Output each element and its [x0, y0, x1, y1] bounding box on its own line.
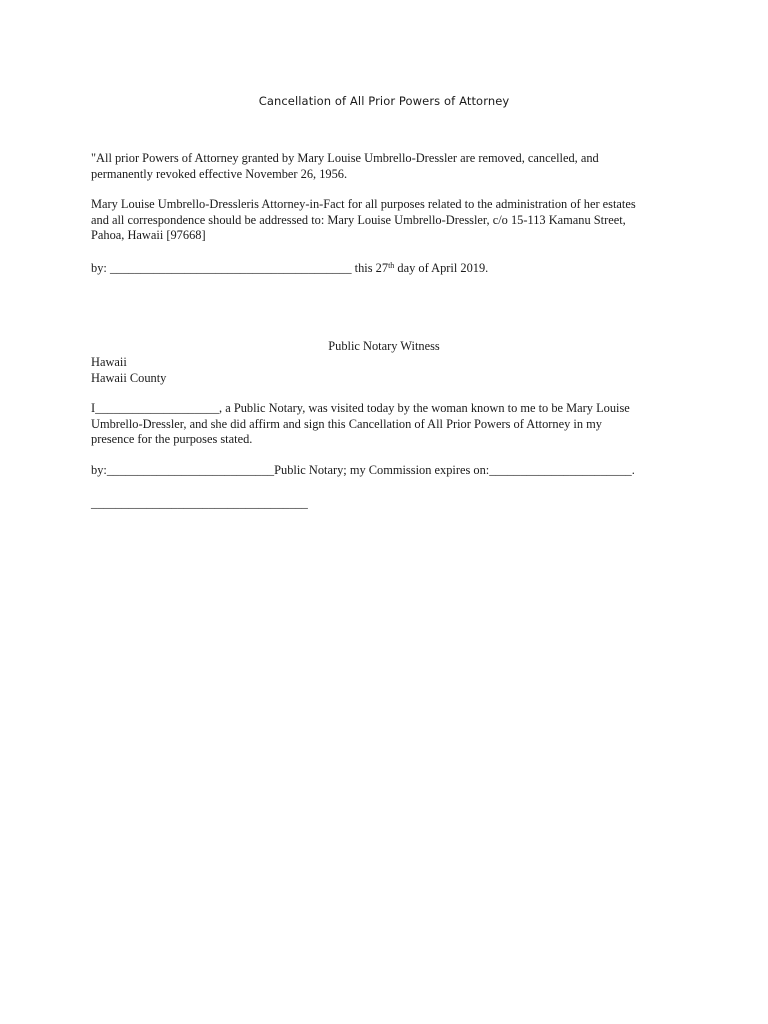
text-line: "All prior Powers of Attorney granted by Mary Louise Umbrello-Dressler are removed, cancelled, and: [91, 151, 599, 165]
text-line: and all correspondence should be addressed to: Mary Louise Umbrello-Dressler, c/o 15-113 Kamanu Street,: [91, 212, 626, 227]
text-line: permanently revoked effective November 26, 1956.: [91, 166, 348, 181]
text-line: presence for the purposes stated.: [91, 432, 253, 446]
bottom-signature-line: ___________________________________: [91, 496, 308, 510]
date-suffix: day of April 2019.: [394, 261, 489, 275]
state-text: Hawaii: [91, 355, 127, 369]
signature-date-line: [91, 261, 691, 277]
date-text: this 27: [351, 261, 389, 275]
signature-blank: _______________________________________: [109, 261, 352, 275]
text-line: Pahoa, Hawaii [97668]: [91, 228, 206, 242]
text-line: Mary Louise Umbrello-Dressleris Attorney-in-Fact for all purposes related to the administration of her estates: [91, 197, 636, 211]
notary-signature-line: [91, 463, 691, 479]
text-line: Umbrello-Dressler, and she did affirm and sign this Cancellation of All Prior Powers of Attorney in my: [91, 416, 602, 431]
notary-heading: Public Notary Witness: [328, 339, 440, 353]
county-text: Hawaii County: [91, 370, 167, 385]
text-line: I____________________, a Public Notary, was visited today by the woman known to me to be Mary Louise: [91, 401, 630, 415]
notary-signature-text: by:___________________________Public Notary; my Commission expires on:_______________________.: [91, 463, 635, 477]
ordinal-suffix: th: [388, 261, 395, 270]
attorney-in-fact-paragraph: [91, 197, 691, 244]
jurisdiction-block: [91, 355, 691, 386]
by-label: by:: [91, 261, 110, 275]
notary-statement: [91, 401, 691, 448]
signature-date-text: [91, 261, 691, 277]
revocation-paragraph: [91, 151, 691, 182]
document-title: Cancellation of All Prior Powers of Attorney: [258, 94, 510, 108]
